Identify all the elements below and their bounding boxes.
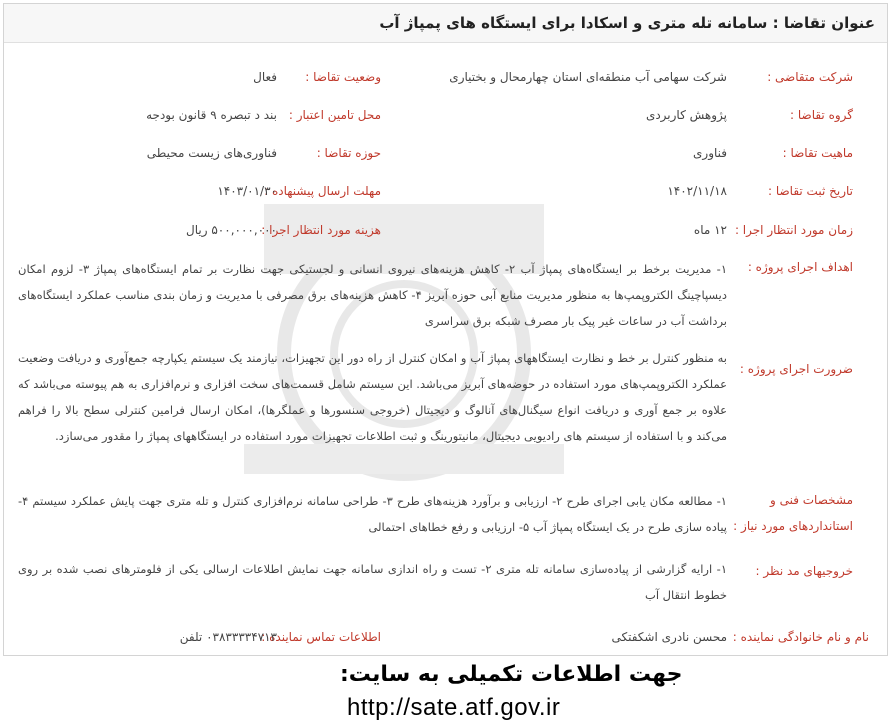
page-title-text: عنوان تقاضا : سامانه تله متری و اسکادا برای ایستگاه های پمپاژ آب: [379, 14, 875, 32]
duration-value: ۱۲ ماه: [693, 223, 727, 237]
page-title: [4, 4, 887, 43]
nature-value: فناوری: [693, 146, 727, 160]
applicant-value: شرکت سهامی آب منطقه‌ای استان چهارمحال و بختیاری: [449, 70, 727, 84]
funding-label: محل تامین اعتبار :: [288, 108, 381, 122]
reg-date-value: ۱۴۰۲/۱۱/۱۸: [667, 184, 727, 198]
group-value: پژوهش کاربردی: [645, 108, 727, 122]
cost-label: هزینه مورد انتظار اجرا :: [261, 223, 381, 237]
nature-label: ماهیت تقاضا :: [782, 146, 853, 160]
domain-value: فناوری‌های زیست محیطی: [146, 146, 277, 160]
funding-value: بند د تبصره ۹ قانون بودجه: [146, 108, 277, 122]
footer-line1: جهت اطلاعات تکمیلی به سایت:: [340, 662, 683, 687]
duration-label: زمان مورد انتظار اجرا :: [734, 223, 853, 237]
necessity-label: ضرورت اجرای پروژه :: [739, 362, 853, 376]
deadline-label: مهلت ارسال پیشنهاده :: [264, 184, 381, 198]
rep-name-label: نام و نام خانوادگی نماینده :: [732, 630, 869, 644]
tender-card: [3, 3, 888, 656]
goals-text: ۱- مدیریت برخط بر ایستگاه‌های پمپاژ آب ۲- کاهش هزینه‌های نیروی انسانی و لجستیکی جهت نظارت بر تمام ایستگاه‌های پمپاژ ۳- لزوم امکان دیسپاچینگ الکتروپمپ‌ها به منظور مدیریت منابع آبی حوزه آبریز ۴- کاهش هزینه‌های برق مصرفی با مدیریت و زمان بندی مناسب عملکرد ایستگاه‌های برداشت آب در ساعات غیر پیک بار مصرف شبکه برق سراسری: [18, 262, 728, 328]
deadline-value: ۱۴۰۳/۰۱/۳۰: [217, 184, 277, 198]
necessity-text: به منظور کنترل بر خط و نظارت ایستگاههای پمپاژ آب و امکان کنترل از راه دور این تجهیزات، نیازمند یک سیستم یکپارچه جمع‌آوری و دریافت وضعیت عملکرد الکتروپمپ‌های مورد استفاده در حوضه‌های آبریز می‌باشد. این سیستم شامل قسمت‌های سخت افزاری و نرم‌افزاری به هم پیوسته می‌باشد که علاوه بر جمع آوری و دریافت انواع سیگنال‌های آنالوگ و دیجیتال (خروجی سنسورها و عملگرها)، امکان ارسال فرامین کنترلی سطح بالا را فراهم می‌کند و با استفاده از سیستم های رادیویی دیجیتال، مانیتورینگ و ثبت اطلاعات تجهیزات مورد استفاده در ایستگاههای پمپاژ را مقدور می‌سازد.: [18, 351, 727, 443]
goals-label: اهداف اجرای پروژه :: [747, 260, 853, 274]
specs-label-2: استانداردهای مورد نیاز :: [733, 519, 853, 533]
title-divider: [4, 42, 887, 43]
specs-label-1: مشخصات فنی و: [769, 493, 853, 507]
rep-contact-label: اطلاعات تماس نماینده :: [261, 630, 381, 644]
footer-banner: [0, 656, 893, 728]
specs-text: ۱- مطالعه مکان یابی اجرای طرح ۲- ارزیابی و برآورد هزینه‌های طرح ۳- طراحی سامانه نرم‌افزاری کنترل و تله متری جهت پایش عملکرد سیستم ۴- پیاده سازی طرح در یک ایستگاه پمپاژ آب ۵- ارزیابی و رفع خطاهای احتمالی: [18, 494, 727, 534]
domain-label: حوزه تقاضا :: [316, 146, 381, 160]
cost-value: ۵۰۰,۰۰۰,۰۰۰ ریال: [186, 223, 277, 237]
outputs-label: خروجیهای مد نظر :: [755, 564, 853, 578]
group-label: گروه تقاضا :: [790, 108, 853, 122]
rep-name-value: محسن نادری اشکفتکی: [611, 630, 727, 644]
status-value: فعال: [253, 70, 277, 84]
reg-date-label: تاریخ ثبت تقاضا :: [767, 184, 853, 198]
footer-url[interactable]: http://sate.atf.gov.ir: [347, 694, 561, 721]
outputs-text: ۱- ارایه گزارشی از پیاده‌سازی سامانه تله متری ۲- تست و راه اندازی سامانه جهت نمایش اطلاعات ارسالی یکی از فلومترهای نصب شده بر روی خطوط انتقال آب: [18, 562, 728, 602]
applicant-label: شرکت متقاضی :: [767, 70, 853, 84]
status-label: وضعیت تقاضا :: [305, 70, 381, 84]
rep-contact-value: ۰۳۸۳۳۳۳۴۷۱۳ تلفن: [179, 630, 277, 644]
